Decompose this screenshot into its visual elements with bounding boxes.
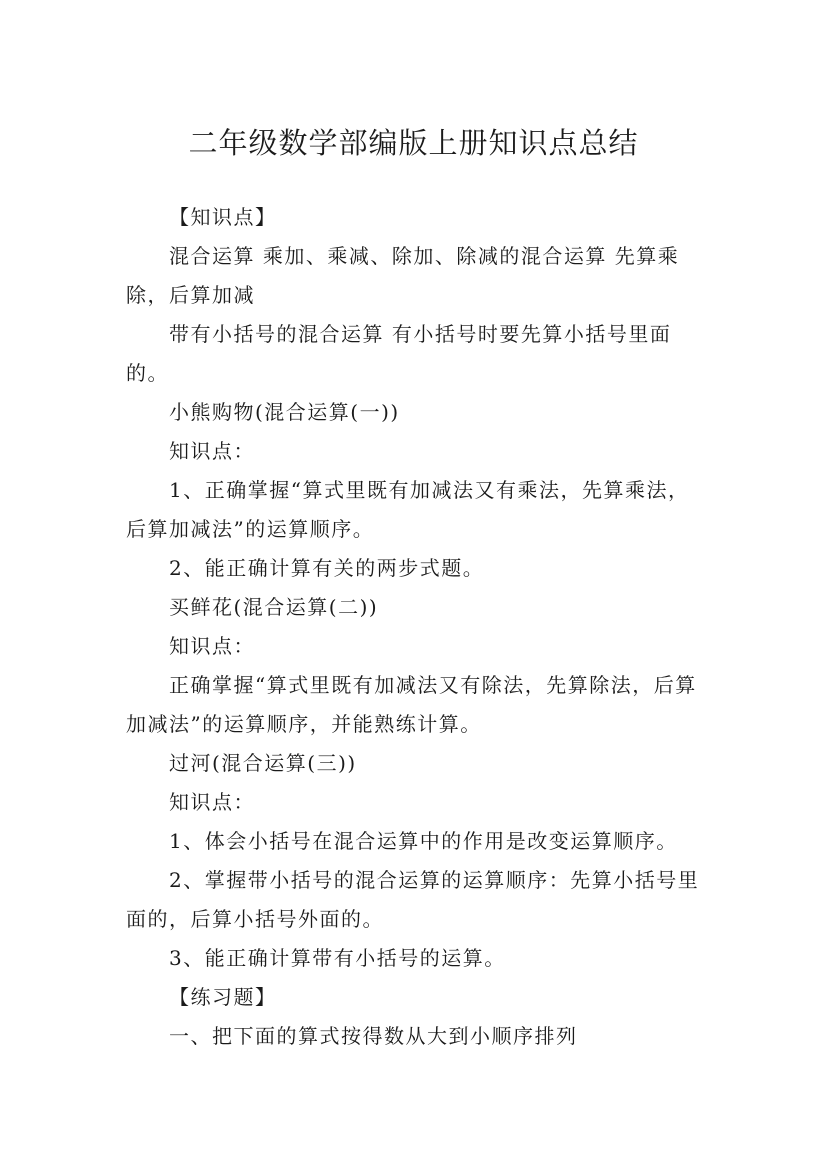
paragraph: 2、能正确计算有关的两步式题。	[169, 556, 485, 580]
lesson-heading: 过河(混合运算(三))	[169, 751, 357, 775]
paragraph: 一、把下面的算式按得数从大到小顺序排列	[169, 1024, 578, 1048]
lesson-heading: 小熊购物(混合运算(一))	[169, 400, 400, 424]
section-heading-knowledge: 【知识点】	[169, 205, 277, 229]
section-heading-exercises: 【练习题】	[169, 985, 277, 1009]
page-title: 二年级数学部编版上册知识点总结	[188, 126, 639, 161]
paragraph: 2、掌握带小括号的混合运算的运算顺序：先算小括号里面的，后算小括号外面的。	[126, 868, 700, 931]
paragraph: 3、能正确计算带有小括号的运算。	[169, 946, 506, 970]
paragraph: 混合运算 乘加、乘减、除加、除减的混合运算 先算乘除，后算加减	[126, 244, 680, 307]
document-body	[126, 198, 710, 1056]
knowledge-label: 知识点：	[169, 439, 255, 463]
lesson-heading: 买鲜花(混合运算(二))	[169, 595, 379, 619]
paragraph: 带有小括号的混合运算 有小括号时要先算小括号里面的。	[126, 322, 672, 385]
knowledge-label: 知识点：	[169, 790, 255, 814]
knowledge-label: 知识点：	[169, 634, 255, 658]
paragraph: 1、正确掌握“算式里既有加减法又有乘法，先算乘法，后算加减法”的运算顺序。	[126, 478, 690, 541]
paragraph: 1、体会小括号在混合运算中的作用是改变运算顺序。	[169, 829, 678, 853]
paragraph: 正确掌握“算式里既有加减法又有除法，先算除法，后算加减法”的运算顺序，并能熟练计算。	[126, 673, 697, 736]
